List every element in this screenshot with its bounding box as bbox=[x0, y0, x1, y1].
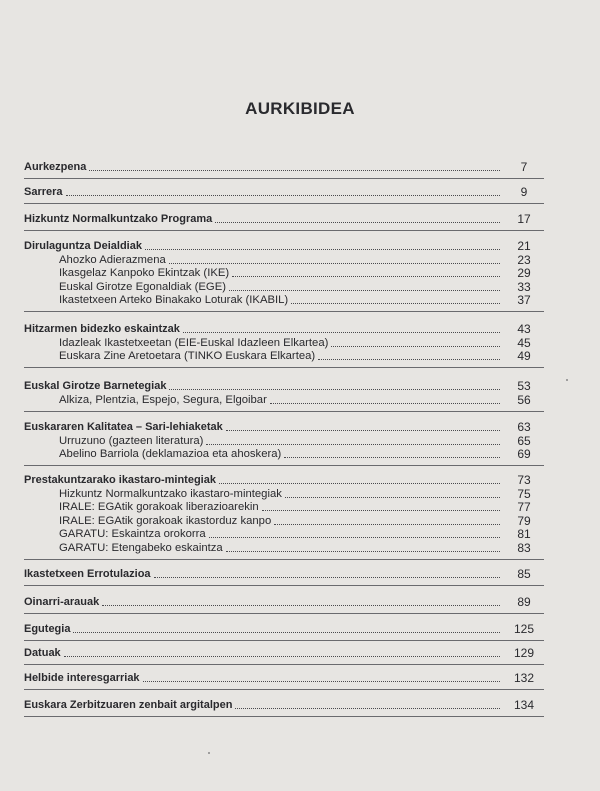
section-divider bbox=[24, 664, 544, 665]
dot-leader bbox=[64, 655, 500, 657]
toc-subentry bbox=[24, 447, 544, 461]
dot-leader bbox=[331, 345, 500, 347]
toc-page-number: 29 bbox=[517, 266, 531, 281]
toc-entry-title: Ikastetxeen Errotulazioa bbox=[24, 568, 151, 580]
toc-subentry bbox=[24, 514, 544, 528]
dot-leader bbox=[169, 388, 500, 390]
section-divider bbox=[24, 716, 544, 717]
toc-subentry-title: Urruzuno (gazteen literatura) bbox=[59, 435, 204, 447]
toc-entry-title: Prestakuntzarako ikastaro-mintegiak bbox=[24, 474, 216, 486]
toc-page-number: 75 bbox=[517, 487, 531, 501]
toc-entry bbox=[24, 698, 544, 712]
toc-subentry bbox=[24, 527, 544, 541]
toc-subentry bbox=[24, 349, 544, 363]
section-divider bbox=[24, 311, 544, 312]
dot-leader bbox=[183, 331, 500, 333]
dot-leader bbox=[66, 194, 500, 196]
toc-entry-title: Aurkezpena bbox=[24, 161, 87, 173]
toc-page-number: 85 bbox=[517, 567, 531, 581]
toc-page-number: 63 bbox=[517, 420, 531, 434]
dot-leader bbox=[284, 456, 500, 458]
toc-entry bbox=[24, 473, 544, 487]
toc-page-number: 81 bbox=[517, 527, 531, 542]
section-divider bbox=[24, 203, 544, 204]
toc-subentry bbox=[24, 487, 544, 501]
toc-page-number: 132 bbox=[513, 671, 535, 685]
dot-leader bbox=[274, 523, 500, 525]
toc-page-number: 53 bbox=[517, 379, 531, 393]
page-title: AURKIBIDEA bbox=[245, 99, 355, 118]
dot-leader bbox=[226, 429, 500, 431]
toc-subentry bbox=[24, 293, 544, 307]
toc-page-number: 17 bbox=[517, 212, 531, 226]
toc-entry-title: Datuak bbox=[24, 647, 61, 659]
section-divider bbox=[24, 613, 544, 614]
dot-leader bbox=[318, 358, 500, 360]
dot-leader bbox=[154, 576, 500, 578]
toc-subentry-title: Euskara Zine Aretoetara (TINKO Euskara Elkartea) bbox=[59, 350, 316, 363]
dot-leader bbox=[219, 482, 500, 484]
toc-page-number: 43 bbox=[517, 322, 531, 336]
toc-subentry bbox=[24, 280, 544, 294]
dot-leader bbox=[169, 262, 500, 264]
toc-subentry bbox=[24, 266, 544, 280]
section-divider bbox=[24, 367, 544, 368]
toc-page-number: 23 bbox=[517, 253, 531, 267]
toc-entry-title: Hitzarmen bidezko eskaintzak bbox=[24, 323, 180, 335]
toc-page-number: 89 bbox=[517, 595, 531, 609]
toc-page-number: 21 bbox=[517, 239, 531, 253]
toc-page-number: 83 bbox=[517, 540, 531, 555]
toc-subentry-title: Ahozko Adierazmena bbox=[59, 254, 166, 266]
toc-entry-title: Euskal Girotze Barnetegiak bbox=[24, 380, 167, 392]
toc-subentry bbox=[24, 253, 544, 267]
toc-entry bbox=[24, 212, 544, 226]
dot-leader bbox=[143, 680, 500, 682]
toc-entry bbox=[24, 671, 544, 685]
toc-subentry-title: Abelino Barriola (deklamazioa eta ahoskera) bbox=[59, 448, 282, 461]
toc-entry bbox=[24, 622, 544, 636]
toc-entry-title: Hizkuntz Normalkuntzako Programa bbox=[24, 213, 213, 225]
toc-entry-title: Euskara Zerbitzuaren zenbait argitalpen bbox=[24, 699, 233, 711]
toc-subentry-title: Euskal Girotze Egonaldiak (EGE) bbox=[59, 280, 227, 293]
section-divider bbox=[24, 411, 544, 412]
toc-subentry bbox=[24, 336, 544, 350]
toc-page-number: 37 bbox=[517, 293, 531, 308]
dot-leader bbox=[73, 631, 500, 633]
section-divider bbox=[24, 640, 544, 641]
toc-entry bbox=[24, 379, 544, 393]
toc-entry-title: Helbide interesgarriak bbox=[24, 672, 140, 684]
section-divider bbox=[24, 689, 544, 690]
toc-subentry-title: Alkiza, Plentzia, Espejo, Segura, Elgoibar bbox=[59, 394, 267, 406]
toc-entry-title: Sarrera bbox=[24, 186, 63, 198]
toc-entry-title: Euskararen Kalitatea – Sari-lehiaketak bbox=[24, 421, 223, 433]
dot-leader bbox=[235, 707, 500, 709]
toc-subentry bbox=[24, 541, 544, 555]
dot-leader bbox=[270, 402, 500, 404]
toc-entry bbox=[24, 185, 544, 199]
toc-entry bbox=[24, 239, 544, 253]
dot-leader bbox=[206, 443, 500, 445]
dot-leader bbox=[226, 550, 500, 552]
toc-page-number: 49 bbox=[517, 349, 531, 364]
toc-subentry-title: Ikasgelaz Kanpoko Ekintzak (IKE) bbox=[59, 267, 230, 280]
toc-subentry bbox=[24, 500, 544, 514]
toc-subentry-title: IRALE: EGAtik gorakoak liberazioarekin bbox=[59, 501, 259, 514]
toc-subentry-title: Hizkuntz Normalkuntzako ikastaro-mintegiak bbox=[59, 488, 282, 500]
toc-page-number: 56 bbox=[517, 393, 531, 407]
dot-leader bbox=[232, 275, 500, 277]
toc-entry bbox=[24, 322, 544, 336]
dot-leader bbox=[262, 509, 500, 511]
toc-page-number: 45 bbox=[517, 336, 531, 350]
toc-entry bbox=[24, 160, 544, 174]
toc-page-number: 134 bbox=[513, 698, 535, 712]
toc-entry bbox=[24, 646, 544, 660]
dot-leader bbox=[229, 289, 500, 291]
dot-leader bbox=[215, 221, 500, 223]
section-divider bbox=[24, 230, 544, 231]
paper-speck bbox=[208, 752, 210, 754]
toc-page-number: 33 bbox=[517, 279, 531, 294]
section-divider bbox=[24, 585, 544, 586]
dot-leader bbox=[291, 302, 500, 304]
toc-subentry-title: Idazleak Ikastetxeetan (EIE-Euskal Idazleen Elkartea) bbox=[59, 337, 329, 349]
toc-subentry bbox=[24, 393, 544, 407]
toc-entry-title: Egutegia bbox=[24, 623, 71, 635]
dot-leader bbox=[285, 496, 500, 498]
toc-subentry-title: Ikastetxeen Arteko Binakako Loturak (IKABIL) bbox=[59, 294, 289, 307]
toc-page-number: 125 bbox=[513, 622, 535, 636]
dot-leader bbox=[209, 536, 500, 538]
toc-subentry bbox=[24, 434, 544, 448]
toc-subentry-title: IRALE: EGAtik gorakoak ikastorduz kanpo bbox=[59, 514, 272, 527]
toc-subentry-title: GARATU: Eskaintza orokorra bbox=[59, 528, 206, 541]
toc-subentry-title: GARATU: Etengabeko eskaintza bbox=[59, 541, 223, 554]
toc-page-number: 129 bbox=[513, 646, 535, 660]
dot-leader bbox=[102, 604, 500, 606]
dot-leader bbox=[89, 169, 500, 171]
paper-speck bbox=[566, 379, 568, 381]
section-divider bbox=[24, 178, 544, 179]
toc-page-number: 7 bbox=[520, 160, 528, 174]
toc-entry bbox=[24, 567, 544, 581]
section-divider bbox=[24, 465, 544, 466]
toc-page-number: 69 bbox=[517, 447, 531, 462]
toc-entry bbox=[24, 595, 544, 609]
toc-page-number: 65 bbox=[517, 434, 531, 448]
section-divider bbox=[24, 559, 544, 560]
toc-entry bbox=[24, 420, 544, 434]
toc-page-number: 79 bbox=[517, 513, 531, 528]
dot-leader bbox=[145, 248, 500, 250]
toc-page-number: 73 bbox=[517, 473, 531, 487]
toc-entry-title: Oinarri-arauak bbox=[24, 596, 100, 608]
toc-entry-title: Dirulaguntza Deialdiak bbox=[24, 240, 142, 252]
toc-page-number: 77 bbox=[517, 500, 531, 515]
toc-page-number: 9 bbox=[520, 185, 528, 199]
